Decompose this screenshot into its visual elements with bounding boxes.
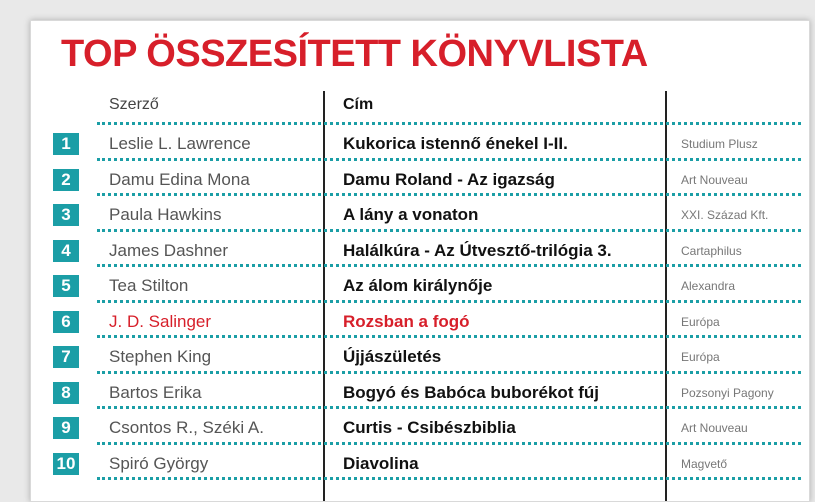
publisher-cell: Studium Plusz	[681, 137, 758, 151]
page-title: TOP ÖSSZESÍTETT KÖNYVLISTA	[61, 33, 648, 75]
publisher-cell: Alexandra	[681, 279, 736, 293]
row-divider	[97, 477, 801, 480]
publisher-cell: Art Nouveau	[681, 172, 748, 187]
rank-badge: 9	[53, 417, 79, 439]
title-cell: Diavolina	[343, 453, 419, 473]
title-cell: Damu Roland - Az igazság	[343, 169, 555, 189]
table-row[interactable]	[31, 338, 809, 373]
author-cell: Leslie L. Lawrence	[109, 134, 251, 153]
rank-badge: 2	[53, 169, 79, 191]
column-header-author: Szerző	[109, 96, 159, 113]
rank-badge: 7	[53, 346, 79, 368]
author-cell: James Dashner	[109, 240, 229, 260]
table-row[interactable]	[31, 303, 809, 338]
table-row[interactable]	[31, 232, 809, 267]
booklist-card	[30, 20, 810, 502]
rank-badge: 10	[53, 453, 79, 475]
publisher-cell: Cartaphilus	[681, 243, 742, 258]
publisher-cell: Európa	[681, 350, 720, 364]
title-cell: Rozsban a fogó	[343, 311, 470, 331]
author-cell: Paula Hawkins	[109, 205, 222, 224]
author-cell: Tea Stilton	[109, 276, 189, 295]
rank-badge: 8	[53, 382, 79, 404]
title-cell: Curtis - Csibészbiblia	[343, 418, 516, 437]
title-cell: A lány a vonaton	[343, 205, 479, 224]
publisher-cell: XXI. Század Kft.	[681, 208, 769, 222]
table-row[interactable]	[31, 161, 809, 196]
author-cell: Csontos R., Széki A.	[109, 418, 264, 437]
rank-badge: 4	[53, 240, 79, 262]
title-cell: Újjászületés	[343, 347, 442, 366]
table-row[interactable]	[31, 409, 809, 444]
column-header-title: Cím	[343, 96, 374, 113]
author-cell: Bartos Erika	[109, 382, 202, 402]
publisher-cell: Pozsonyi Pagony	[681, 385, 774, 400]
table-row[interactable]	[31, 125, 809, 160]
title-cell: Kukorica istennő énekel I-II.	[343, 134, 568, 153]
table-row[interactable]	[31, 374, 809, 409]
author-cell: J. D. Salinger	[109, 311, 212, 331]
title-cell: Halálkúra - Az Útvesztő-trilógia 3.	[343, 240, 612, 260]
rank-badge: 6	[53, 311, 79, 333]
author-cell: Spiró György	[109, 453, 209, 473]
table-row[interactable]	[31, 267, 809, 302]
title-cell: Az álom királynője	[343, 276, 493, 295]
author-cell: Stephen King	[109, 347, 212, 366]
table-row[interactable]	[31, 196, 809, 231]
rank-badge: 3	[53, 204, 79, 226]
title-cell: Bogyó és Babóca buborékot fúj	[343, 382, 599, 402]
publisher-cell: Európa	[681, 314, 720, 329]
author-cell: Damu Edina Mona	[109, 169, 250, 189]
table-row[interactable]	[31, 445, 809, 480]
publisher-cell: Art Nouveau	[681, 421, 748, 435]
publisher-cell: Magvető	[681, 456, 728, 471]
rank-badge: 5	[53, 275, 79, 297]
rank-badge: 1	[53, 133, 79, 155]
